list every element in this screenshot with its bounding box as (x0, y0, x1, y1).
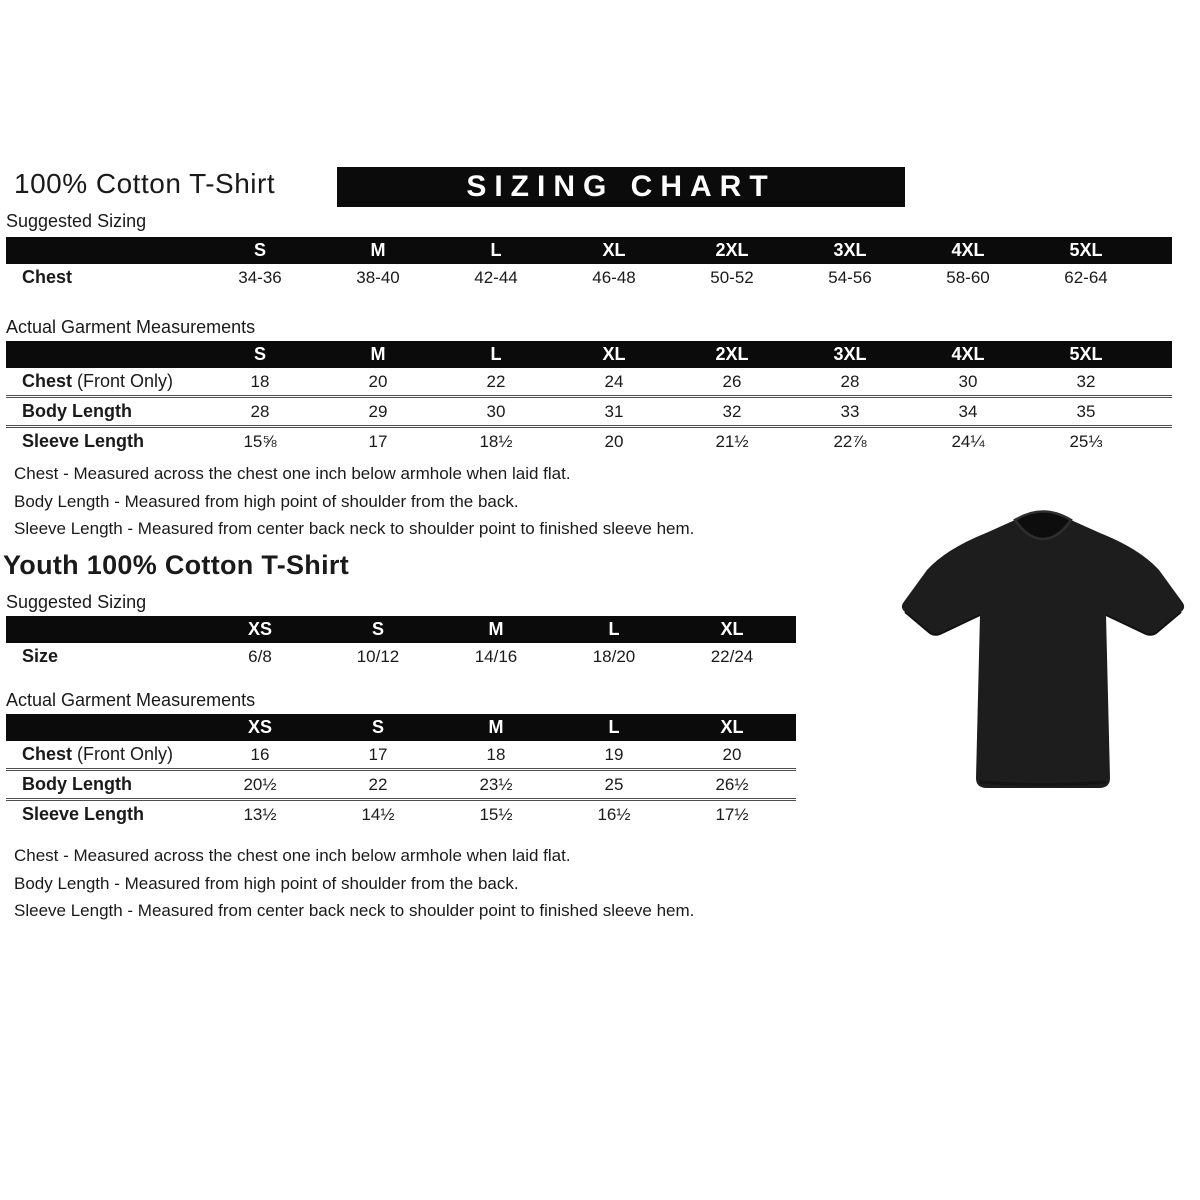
value-cell: 17 (368, 744, 388, 764)
note-line: Sleeve Length - Measured from center back neck to shoulder point to finished sleeve hem. (14, 901, 695, 920)
value-cell: 54-56 (828, 267, 872, 287)
sizing-chart-banner (337, 167, 905, 207)
value-cell: 26½ (715, 774, 749, 794)
value-cell: 21½ (715, 431, 749, 451)
value-cell: 17 (368, 431, 388, 451)
table-header-row (6, 616, 796, 643)
value-cell: 15⅝ (243, 431, 277, 451)
value-cell: 22 (368, 774, 388, 794)
value-cell: 14½ (361, 804, 395, 824)
row-label: Sleeve Length (22, 804, 145, 824)
value-cell: 26 (722, 371, 742, 391)
value-cell: 18 (250, 371, 270, 391)
youth-actual-measurements-table (6, 714, 796, 828)
size-header-cell: XS (247, 619, 272, 639)
value-cell: 58-60 (946, 267, 990, 287)
adult-actual-measurements-table (6, 341, 1172, 455)
size-header-cell: 5XL (1069, 240, 1103, 260)
table-row (6, 368, 1172, 398)
adult-measurement-notes (14, 460, 694, 543)
youth-suggested-sizing-heading: Suggested Sizing (6, 592, 147, 612)
value-cell: 22⅞ (833, 431, 867, 451)
value-cell: 28 (840, 371, 860, 391)
value-cell: 22/24 (710, 646, 754, 666)
tshirt-product-image (888, 486, 1198, 806)
size-header-cell: M (488, 717, 504, 737)
value-cell: 20½ (243, 774, 277, 794)
size-header-cell: S (253, 240, 266, 260)
value-cell: 32 (722, 401, 742, 421)
value-cell: 6/8 (248, 646, 272, 666)
value-cell: 32 (1076, 371, 1096, 391)
value-cell: 16½ (597, 804, 631, 824)
value-cell: 20 (604, 431, 624, 451)
table-header-row (6, 237, 1172, 264)
value-cell: 16 (250, 744, 270, 764)
value-cell: 31 (604, 401, 624, 421)
size-header-cell: XL (720, 717, 744, 737)
page-title: 100% Cotton T-Shirt (14, 168, 276, 199)
value-cell: 35 (1076, 401, 1096, 421)
value-cell: 20 (722, 744, 742, 764)
value-cell: 50-52 (710, 267, 754, 287)
note-line: Chest - Measured across the chest one inch below armhole when laid flat. (14, 846, 571, 865)
value-cell: 38-40 (356, 267, 400, 287)
size-header-cell: XS (247, 717, 272, 737)
youth-section-title: Youth 100% Cotton T-Shirt (3, 550, 349, 580)
value-cell: 46-48 (592, 267, 636, 287)
value-cell: 19 (604, 744, 624, 764)
value-cell: 42-44 (474, 267, 518, 287)
youth-measurement-notes (14, 842, 694, 925)
value-cell: 25 (604, 774, 624, 794)
value-cell: 62-64 (1064, 267, 1108, 287)
size-header-cell: S (371, 619, 384, 639)
value-cell: 18½ (479, 431, 513, 451)
adult-actual-measurements-heading: Actual Garment Measurements (6, 317, 256, 337)
value-cell: 17½ (715, 804, 749, 824)
size-header-cell: XL (602, 240, 626, 260)
tshirt-illustration (888, 486, 1198, 806)
row-label: Sleeve Length (22, 431, 145, 451)
table-header-row (6, 714, 796, 741)
note-line: Sleeve Length - Measured from center back neck to shoulder point to finished sleeve hem. (14, 519, 695, 538)
table-row (6, 741, 796, 771)
row-label: Chest (Front Only) (22, 371, 174, 391)
note-line: Chest - Measured across the chest one inch below armhole when laid flat. (14, 464, 571, 483)
value-cell: 15½ (479, 804, 513, 824)
table-header-row (6, 341, 1172, 368)
row-label: Size (22, 646, 59, 666)
table-row (6, 398, 1172, 428)
size-header-cell: 2XL (715, 240, 749, 260)
value-cell: 30 (486, 401, 506, 421)
table-row (6, 264, 1172, 291)
adult-suggested-sizing-table (6, 237, 1172, 291)
size-header-cell: L (608, 619, 620, 639)
value-cell: 34 (958, 401, 978, 421)
size-header-cell: 4XL (951, 344, 985, 364)
table-row (6, 771, 796, 801)
size-header-cell: L (490, 240, 502, 260)
sizing-chart-banner-label: SIZING CHART (466, 170, 776, 203)
row-label: Body Length (22, 774, 132, 794)
value-cell: 25⅓ (1069, 431, 1103, 451)
youth-actual-measurements-heading: Actual Garment Measurements (6, 690, 256, 710)
size-header-cell: XL (720, 619, 744, 639)
note-line: Body Length - Measured from high point of shoulder from the back. (14, 491, 519, 511)
size-header-cell: L (490, 344, 502, 364)
value-cell: 30 (958, 371, 978, 391)
size-header-cell: M (370, 240, 386, 260)
table-row (6, 643, 796, 670)
size-header-cell: 3XL (833, 240, 867, 260)
value-cell: 23½ (479, 774, 513, 794)
note-line: Body Length - Measured from high point of shoulder from the back. (14, 873, 519, 893)
value-cell: 22 (486, 371, 506, 391)
table-row (6, 801, 796, 828)
size-header-cell: S (253, 344, 266, 364)
table-row (6, 428, 1172, 455)
value-cell: 14/16 (474, 646, 518, 666)
value-cell: 29 (368, 401, 388, 421)
row-label: Chest (Front Only) (22, 744, 174, 764)
value-cell: 18/20 (592, 646, 636, 666)
value-cell: 33 (840, 401, 860, 421)
size-header-cell: XL (602, 344, 626, 364)
youth-suggested-sizing-table (6, 616, 796, 670)
size-header-cell: S (371, 717, 384, 737)
value-cell: 10/12 (356, 646, 400, 666)
size-header-cell: 5XL (1069, 344, 1103, 364)
value-cell: 34-36 (238, 267, 282, 287)
size-header-cell: 4XL (951, 240, 985, 260)
size-header-cell: 2XL (715, 344, 749, 364)
size-header-cell: 3XL (833, 344, 867, 364)
size-header-cell: L (608, 717, 620, 737)
value-cell: 24 (604, 371, 624, 391)
value-cell: 24¼ (951, 431, 985, 451)
size-header-cell: M (488, 619, 504, 639)
value-cell: 13½ (243, 804, 277, 824)
row-label: Chest (22, 267, 73, 287)
value-cell: 20 (368, 371, 388, 391)
adult-suggested-sizing-heading: Suggested Sizing (6, 211, 147, 231)
size-header-cell: M (370, 344, 386, 364)
value-cell: 28 (250, 401, 270, 421)
value-cell: 18 (486, 744, 506, 764)
row-label: Body Length (22, 401, 132, 421)
